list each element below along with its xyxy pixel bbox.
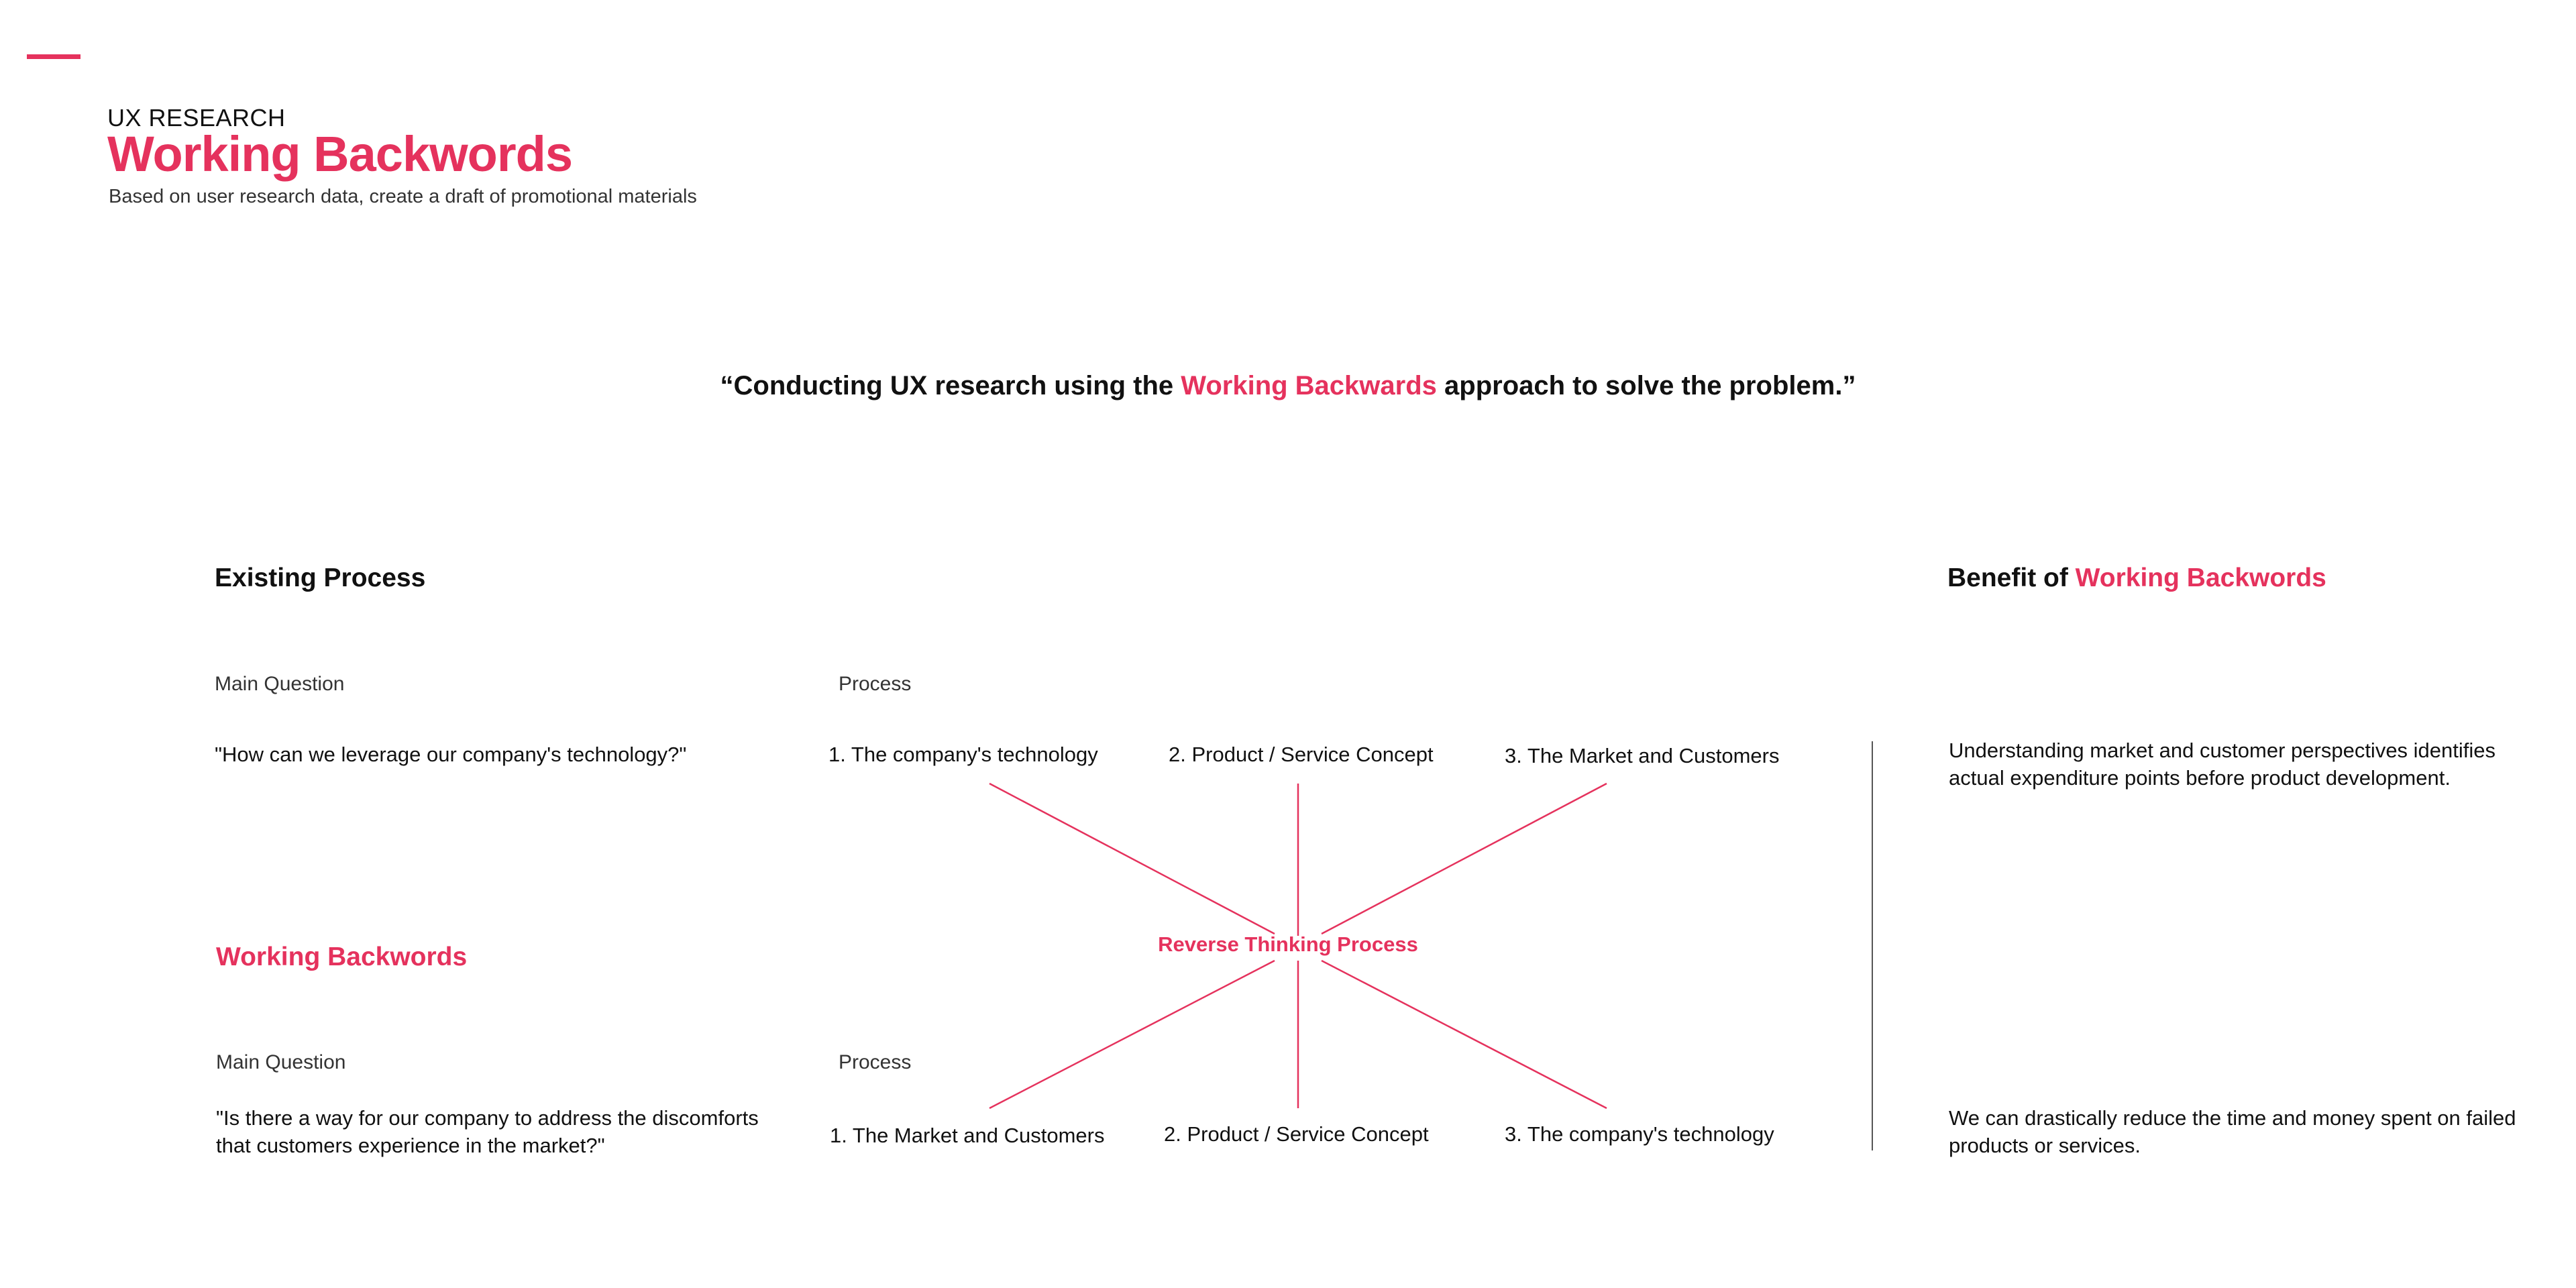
benefit-heading <box>1947 564 2326 593</box>
page-title: Working Backwords <box>107 126 573 182</box>
connector-line-bottom-right <box>1322 961 1607 1108</box>
page-subtitle: Based on user research data, create a draft of promotional materials <box>109 186 697 207</box>
wb-process-label: Process <box>839 1051 912 1073</box>
wb-step-3: 3. The company's technology <box>1505 1122 1774 1146</box>
existing-step-2: 2. Product / Service Concept <box>1169 743 1434 766</box>
existing-main-question-label: Main Question <box>215 673 345 695</box>
quote-before: “Conducting UX research using the <box>720 371 1181 400</box>
benefit-heading-prefix: Benefit of <box>1947 564 2076 592</box>
benefit-item-1: Understanding market and customer perspectives identifies actual expenditure points before product development. <box>1949 739 2496 790</box>
benefit-heading-highlight: Working Backwords <box>2075 564 2326 592</box>
quote-highlight: Working Backwards <box>1181 371 1437 400</box>
quote-after: approach to solve the problem.” <box>1436 371 1856 400</box>
benefit-item-2: We can drastically reduce the time and money spent on failed products or services. <box>1949 1106 2516 1157</box>
wb-step-2: 2. Product / Service Concept <box>1164 1122 1429 1146</box>
existing-step-1: 1. The company's technology <box>828 743 1098 766</box>
wb-main-question-label: Main Question <box>216 1051 346 1073</box>
connector-line-top-left <box>989 784 1275 934</box>
reverse-thinking-label: Reverse Thinking Process <box>1158 932 1418 956</box>
vertical-divider <box>1872 741 1873 1150</box>
eyebrow-label: UX RESEARCH <box>107 104 286 131</box>
existing-step-3: 3. The Market and Customers <box>1505 744 1780 767</box>
existing-process-heading: Existing Process <box>215 564 426 592</box>
working-backwards-heading: Working Backwords <box>216 943 468 971</box>
wb-question: "Is there a way for our company to address the discomforts that customers experience in the market?" <box>216 1106 759 1157</box>
connector-line-bottom-left <box>989 961 1275 1108</box>
existing-question: "How can we leverage our company's technology?" <box>215 743 687 766</box>
existing-process-label: Process <box>839 673 912 695</box>
wb-step-1: 1. The Market and Customers <box>830 1124 1105 1147</box>
connector-line-top-right <box>1322 784 1607 934</box>
